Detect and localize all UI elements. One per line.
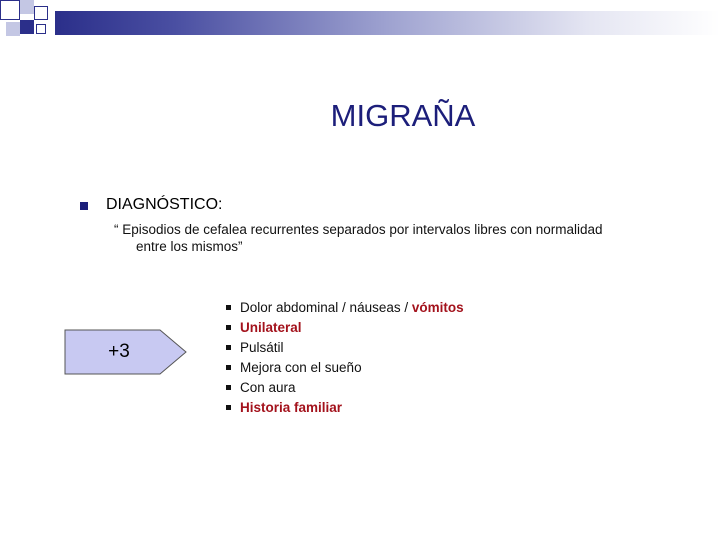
bullet-square-icon	[226, 325, 231, 330]
bullet-square-icon	[226, 305, 231, 310]
list-item	[226, 398, 464, 418]
decor-square	[0, 0, 20, 20]
list-item	[226, 338, 464, 358]
list-item	[226, 358, 464, 378]
section-heading: DIAGNÓSTICO:	[106, 196, 223, 213]
list-item	[226, 378, 464, 398]
bullet-square-icon	[80, 202, 88, 210]
symptom-text: Mejora con el sueño	[240, 360, 362, 375]
symptom-list	[226, 298, 464, 418]
header-gradient-bar	[55, 11, 720, 35]
slide-title: MIGRAÑA	[330, 98, 476, 133]
criteria-arrow	[64, 329, 188, 375]
bullet-square-icon	[226, 385, 231, 390]
symptom-highlight: Unilateral	[240, 320, 302, 335]
symptom-highlight: vómitos	[411, 300, 464, 315]
arrow-label: +3	[108, 341, 130, 362]
decor-square	[20, 20, 34, 34]
decor-square	[20, 0, 34, 14]
list-item	[226, 318, 464, 338]
list-item	[226, 298, 464, 318]
quote-line-2: entre los mismos”	[136, 239, 243, 254]
symptom-text: Con aura	[240, 380, 296, 395]
decor-square	[34, 6, 48, 20]
bullet-square-icon	[226, 405, 231, 410]
symptom-text: Dolor abdominal / náuseas /	[240, 300, 412, 315]
symptom-text: Pulsátil	[240, 340, 284, 355]
decor-square	[6, 22, 20, 36]
definition-quote	[114, 221, 654, 255]
bullet-square-icon	[226, 365, 231, 370]
decor-square	[36, 24, 46, 34]
symptom-highlight: Historia familiar	[240, 400, 343, 415]
quote-line-1: “ Episodios de cefalea recurrentes separados por intervalos libres con normalidad	[114, 222, 603, 237]
bullet-square-icon	[226, 345, 231, 350]
